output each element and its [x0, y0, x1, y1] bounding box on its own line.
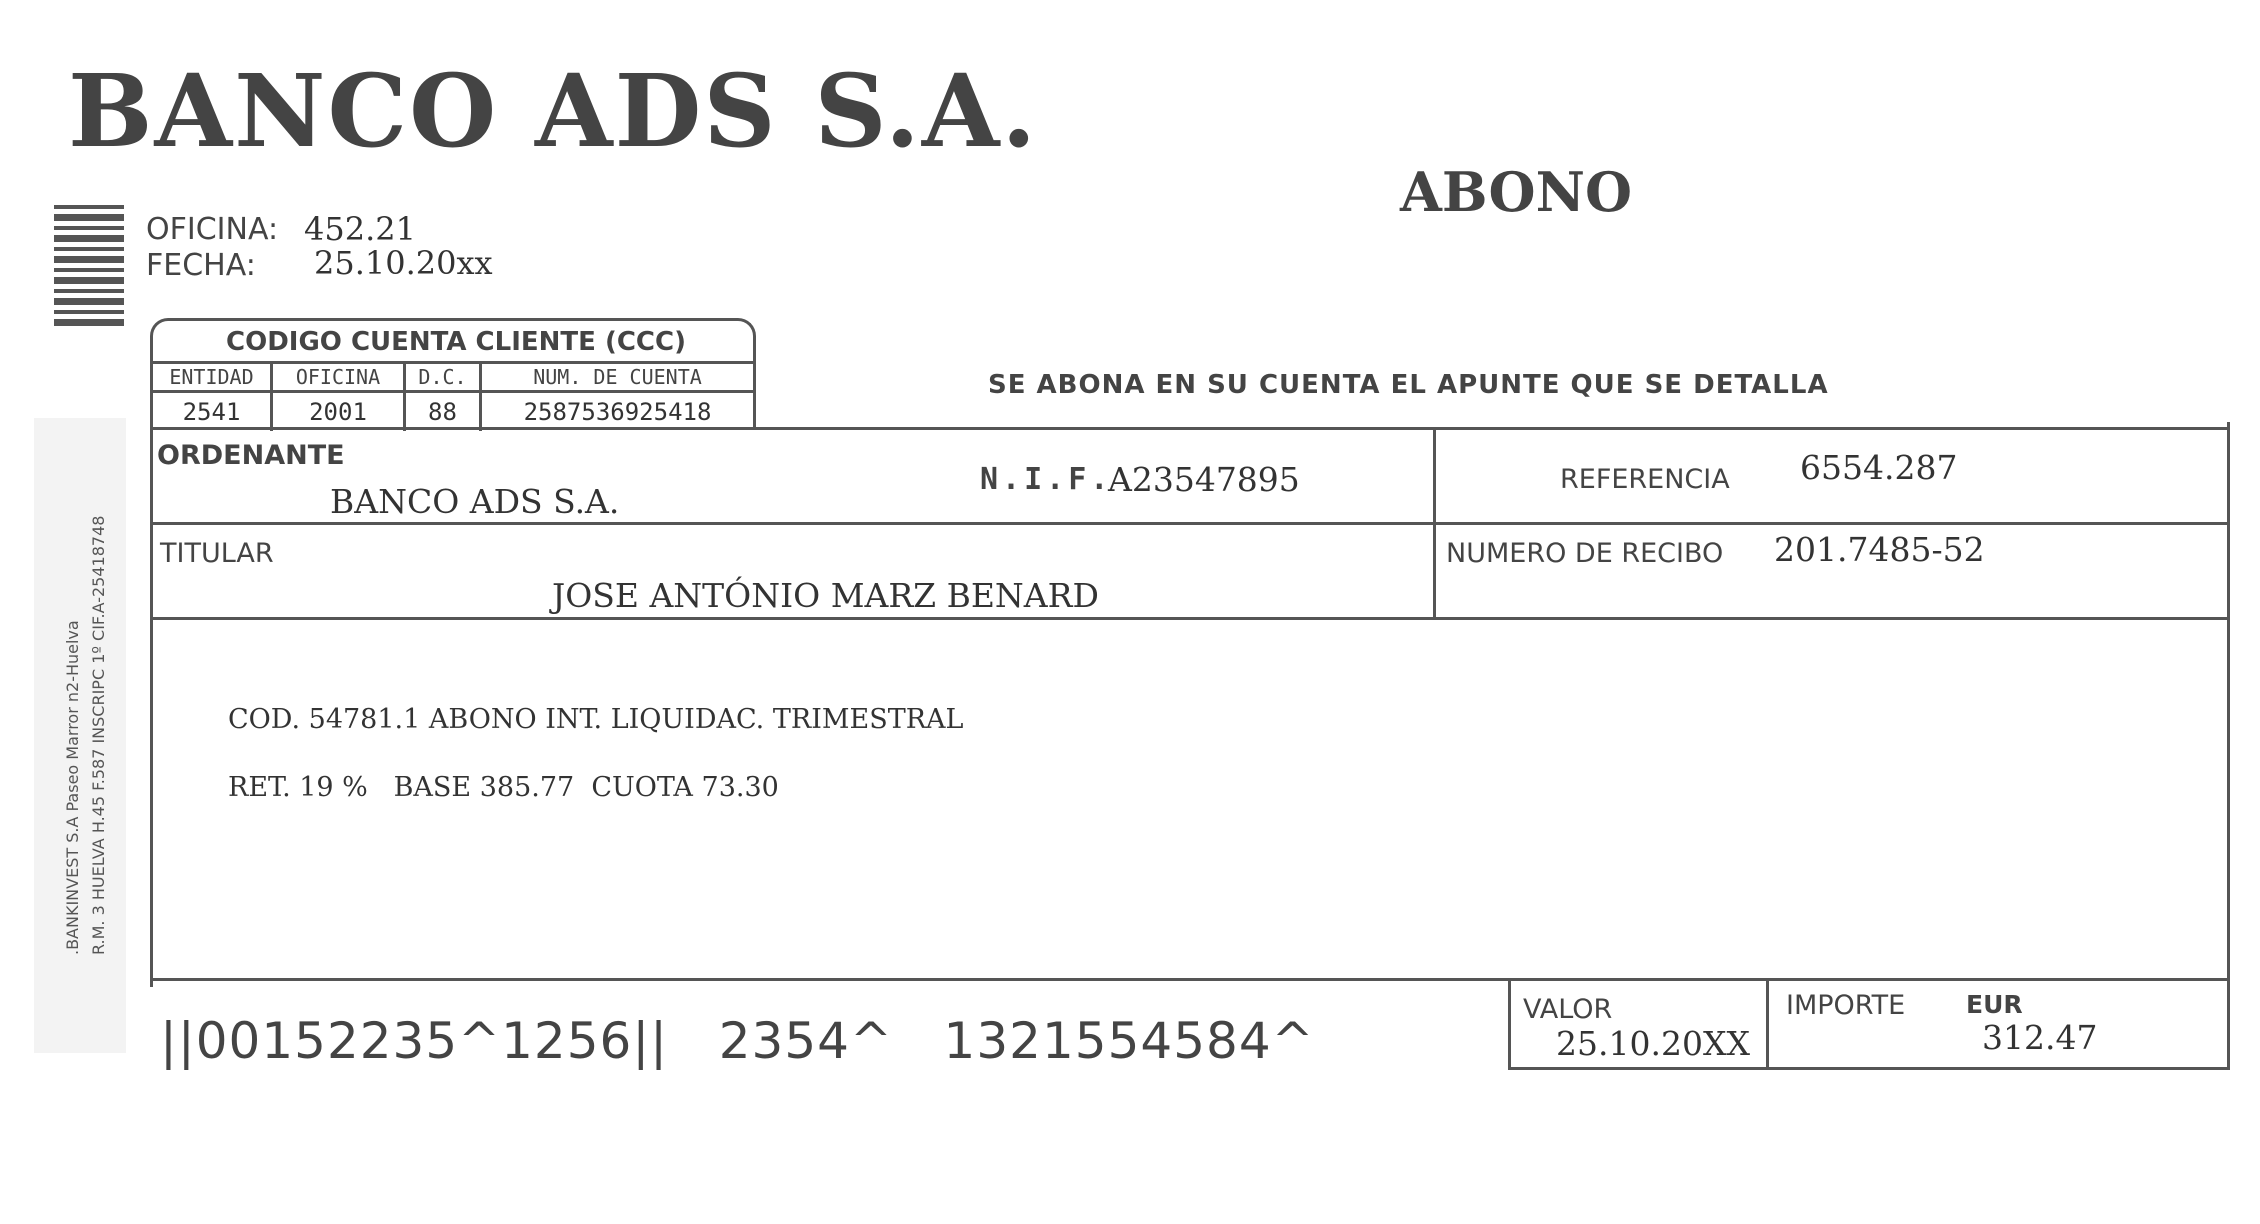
ccc-col-oficina [273, 364, 406, 431]
document-type: ABONO [1400, 160, 1632, 224]
importe-value: 312.47 [1982, 1018, 2098, 1057]
ccc-col-cuenta [482, 364, 753, 431]
importe-label: IMPORTE [1786, 990, 1906, 1021]
fecha-value: 25.10.20xx [314, 244, 493, 282]
ccc-box [150, 318, 756, 428]
ccc-header: OFICINA [273, 364, 403, 393]
titular-value: JOSE ANTÓNIO MARZ BENARD [552, 576, 1099, 615]
ccc-col-entidad [153, 364, 273, 431]
ccc-value: 2001 [309, 398, 367, 426]
side-legal-text [60, 435, 112, 955]
notice-text: SE ABONA EN SU CUENTA EL APUNTE QUE SE DETALLA [988, 370, 1829, 400]
oficina-label: OFICINA: [146, 212, 279, 247]
concepto-line-1: COD. 54781.1 ABONO INT. LIQUIDAC. TRIMESTRAL [228, 704, 964, 735]
concepto-line-2: RET. 19 % BASE 385.77 CUOTA 73.30 [228, 772, 779, 803]
bank-name: BANCO ADS S.A. [68, 52, 1039, 170]
form-row-divider-1 [150, 522, 2230, 525]
oficina-value: 452.21 [304, 210, 416, 248]
side-legal-line-2: R.M. 3 HUELVA H.45 F.587 INSCRIPC 1º CIF.A-25418748 [89, 515, 108, 955]
ccc-title: CODIGO CUENTA CLIENTE (CCC) [226, 327, 686, 357]
form-row-divider-2 [150, 617, 2230, 620]
currency-label: EUR [1966, 990, 2023, 1019]
ccc-col-dc [406, 364, 482, 431]
titular-label: TITULAR [160, 538, 274, 569]
nif-label: N.I.F. [980, 462, 1113, 497]
valor-value: 25.10.20XX [1556, 1024, 1750, 1063]
form-right-border [2227, 422, 2230, 1070]
form-left-border [150, 427, 153, 987]
ordenante-value: BANCO ADS S.A. [330, 482, 620, 521]
ccc-grid [153, 361, 753, 431]
fecha-label: FECHA: [146, 248, 256, 283]
ccc-value: 88 [428, 398, 457, 426]
ccc-value: 2541 [182, 398, 241, 426]
referencia-value: 6554.287 [1800, 448, 1958, 487]
form-top-border [150, 427, 2230, 430]
valor-left-border [1508, 978, 1511, 1070]
nif-value: A23547895 [1108, 460, 1300, 499]
barcode-mark [54, 205, 124, 347]
ccc-value: 2587536925418 [523, 398, 712, 426]
referencia-label: REFERENCIA [1560, 464, 1730, 495]
ccc-header: NUM. DE CUENTA [482, 364, 753, 393]
recibo-label: NUMERO DE RECIBO [1446, 538, 1724, 569]
valor-label: VALOR [1523, 994, 1613, 1025]
ccc-header: ENTIDAD [153, 364, 270, 393]
recibo-value: 201.7485-52 [1774, 530, 1985, 569]
micr-code-line: ||00152235^1256|| 2354^ 1321554584^ [160, 1012, 1315, 1070]
side-legal-line-1: .BANKINVEST S.A Paseo Marror n2-Huelva [63, 620, 82, 955]
form-bottom-border [150, 978, 2230, 981]
ccc-header: D.C. [406, 364, 479, 393]
ordenante-label: ORDENANTE [157, 440, 345, 471]
valor-importe-divider [1766, 978, 1769, 1070]
valor-bottom-border [1508, 1067, 2230, 1070]
